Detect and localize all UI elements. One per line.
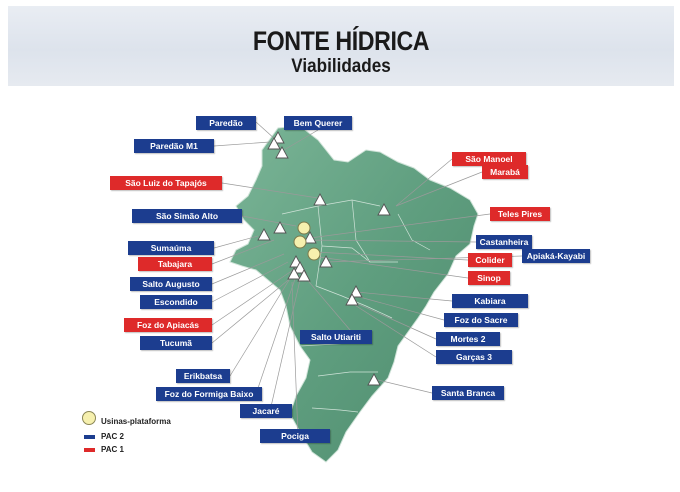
platform-circle-icon <box>298 222 310 234</box>
label-foz-do-sacre: Foz do Sacre <box>444 313 518 327</box>
label-tucuma: Tucumã <box>140 336 212 350</box>
label-sao-luiz-do-tapajos: São Luiz do Tapajós <box>110 176 222 190</box>
label-sao-manoel: São Manoel <box>452 152 526 166</box>
label-apiaka-kayabi: Apiaká-Kayabi <box>522 249 590 263</box>
legend-pac2-label: PAC 2 <box>101 432 124 441</box>
label-teles-pires: Teles Pires <box>490 207 550 221</box>
page-title: FONTE HÍDRICA <box>252 26 430 56</box>
label-erikbatsa: Erikbatsa <box>176 369 230 383</box>
label-sumauma: Sumaúma <box>128 241 214 255</box>
platform-legend-icon <box>82 411 96 425</box>
label-salto-augusto: Salto Augusto <box>130 277 212 291</box>
label-castanheira: Castanheira <box>476 235 532 249</box>
label-foz-do-formiga-baixo: Foz do Formiga Baixo <box>156 387 262 401</box>
label-salto-utiariti: Salto Utiariti <box>300 330 372 344</box>
label-colider: Colider <box>468 253 512 267</box>
label-bem-querer: Bem Querer <box>284 116 352 130</box>
label-escondido: Escondido <box>140 295 212 309</box>
label-jacare: Jacaré <box>240 404 292 418</box>
label-garcas-3: Garças 3 <box>436 350 512 364</box>
label-sinop: Sinop <box>468 271 510 285</box>
legend-pac1-label: PAC 1 <box>101 445 124 454</box>
legend-platform-label: Usinas-plataforma <box>101 417 171 426</box>
label-paredao: Paredão <box>196 116 256 130</box>
label-sao-simao-alto: São Simão Alto <box>132 209 242 223</box>
label-kabiara: Kabiara <box>452 294 528 308</box>
label-maraba: Marabá <box>482 165 528 179</box>
label-paredao-m1: Paredão M1 <box>134 139 214 153</box>
platform-circle-icon <box>294 236 306 248</box>
label-foz-do-apiacas: Foz do Apiacás <box>124 318 212 332</box>
label-santa-branca: Santa Branca <box>432 386 504 400</box>
pac2-legend-swatch <box>84 435 95 439</box>
page-subtitle: Viabilidades <box>291 56 391 77</box>
pac1-legend-swatch <box>84 448 95 452</box>
platform-circle-icon <box>308 248 320 260</box>
label-pociga: Pociga <box>260 429 330 443</box>
label-mortes-2: Mortes 2 <box>436 332 500 346</box>
label-tabajara: Tabajara <box>138 257 212 271</box>
